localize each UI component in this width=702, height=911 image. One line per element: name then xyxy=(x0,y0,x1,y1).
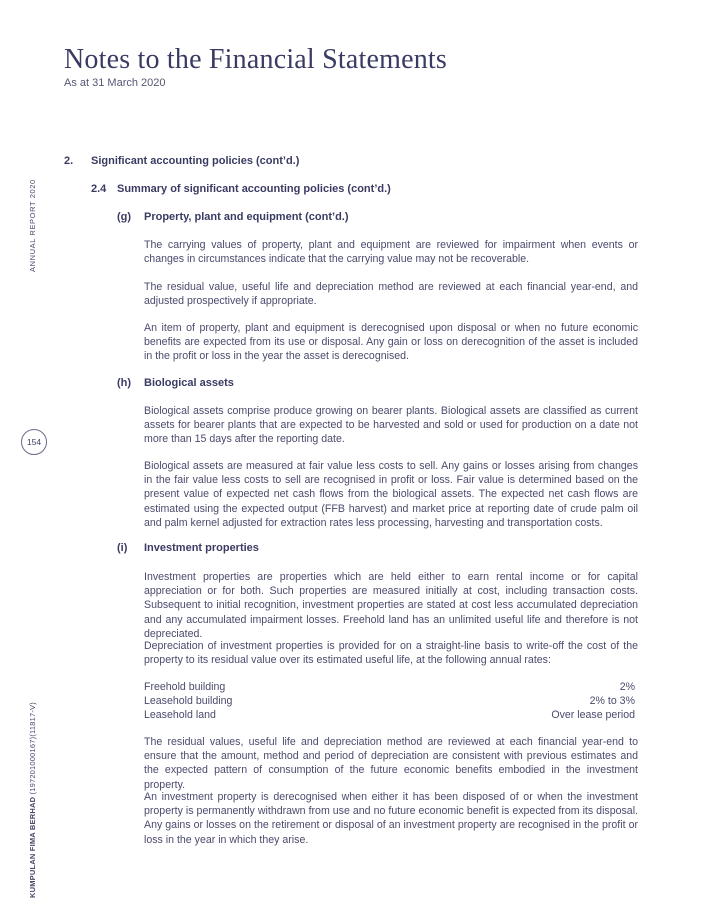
paragraph-i-4: An investment property is derecognised when either it has been disposed of or when the investment property is permanently withdrawn from use and no future economic benefit is expected from its disposal. Any gains or losses on the retirement or disposal of an investment property are recognised in the profit or loss in the year in which they arise. xyxy=(144,791,638,846)
section-number: 2.4 xyxy=(91,183,107,195)
rate-label: Leasehold land xyxy=(144,709,216,721)
subsection-number: (i) xyxy=(117,542,128,554)
paragraph-i-2: Depreciation of investment properties is provided for on a straight-line basis to write-off the cost of the property to its residual value over its estimated useful life, at the following annual rates: xyxy=(144,640,638,667)
subsection-number: (h) xyxy=(117,377,132,389)
paragraph-g-3: An item of property, plant and equipment is derecognised upon disposal or when no future economic benefits are expected from its use or disposal. Any gain or loss on derecognition of the asset is included in the profit or loss in the year the asset is derecognised. xyxy=(144,322,638,363)
section-title: Significant accounting policies (cont’d.) xyxy=(91,155,300,167)
annual-report-label: ANNUAL REPORT 2020 xyxy=(28,179,37,272)
section-heading-2 xyxy=(64,155,299,167)
section-title: Summary of significant accounting policies (cont’d.) xyxy=(117,183,391,195)
paragraph-g-2: The residual value, useful life and depreciation method are reviewed at each financial year-end, and adjusted prospectively if appropriate. xyxy=(144,281,638,308)
paragraph-h-1: Biological assets comprise produce growing on bearer plants. Biological assets are classified as current assets for bearer plants that are expected to be harvested and sold or used for production on a date not more than 15 days after the reporting date. xyxy=(144,405,638,446)
rate-value: Over lease period xyxy=(551,709,635,721)
paragraph-i-1: Investment properties are properties which are held either to earn rental income or for capital appreciation or for both. Such properties are measured initially at cost, including transaction costs. Subsequent to initial recognition, investment properties are stated at cost less accumulated depreciation and any accumulated impairment losses. Freehold land has an unlimited useful life and therefore is not depreciated. xyxy=(144,571,638,640)
paragraph-h-2: Biological assets are measured at fair value less costs to sell. Any gains or losses arising from changes in the fair value less costs to sell are recognised in profit or loss. Fair value is determined based on the present value of expected net cash flows from the biological assets. The expected net cash flows are estimated using the expected output (FFB harvest) and market price at reporting date of crude palm oil and palm kernel adjusted for extraction rates less processing, harvesting and transportation costs. xyxy=(144,460,638,529)
section-number: 2. xyxy=(64,155,74,167)
subsection-title: Biological assets xyxy=(144,377,234,389)
company-registration: (197201000167)(11817-V) xyxy=(28,702,37,797)
rate-label: Leasehold building xyxy=(144,695,233,707)
page-title: Notes to the Financial Statements xyxy=(64,44,447,75)
page-subtitle: As at 31 March 2020 xyxy=(64,77,166,89)
subsection-heading-i xyxy=(117,542,259,554)
subsection-title: Investment properties xyxy=(144,542,259,554)
subsection-title: Property, plant and equipment (cont’d.) xyxy=(144,211,349,223)
section-heading-2-4 xyxy=(91,183,391,195)
paragraph-g-1: The carrying values of property, plant and equipment are reviewed for impairment when events or changes in circumstances indicate that the carrying value may not be recoverable. xyxy=(144,239,638,266)
subsection-heading-h xyxy=(117,377,234,389)
rate-label: Freehold building xyxy=(144,681,226,693)
paragraph-i-3: The residual values, useful life and depreciation method are reviewed at each financial year-end to ensure that the amount, method and period of depreciation are consistent with previous estimates and the expected pattern of consumption of the future economic benefits embodied in the investment property. xyxy=(144,736,638,791)
page-number: 154 xyxy=(21,429,47,455)
rate-value: 2% to 3% xyxy=(589,695,635,707)
subsection-heading-g xyxy=(117,211,349,223)
company-label xyxy=(28,702,37,898)
subsection-number: (g) xyxy=(117,211,132,223)
rate-value: 2% xyxy=(619,681,635,693)
company-name: KUMPULAN FIMA BERHAD xyxy=(28,796,37,898)
